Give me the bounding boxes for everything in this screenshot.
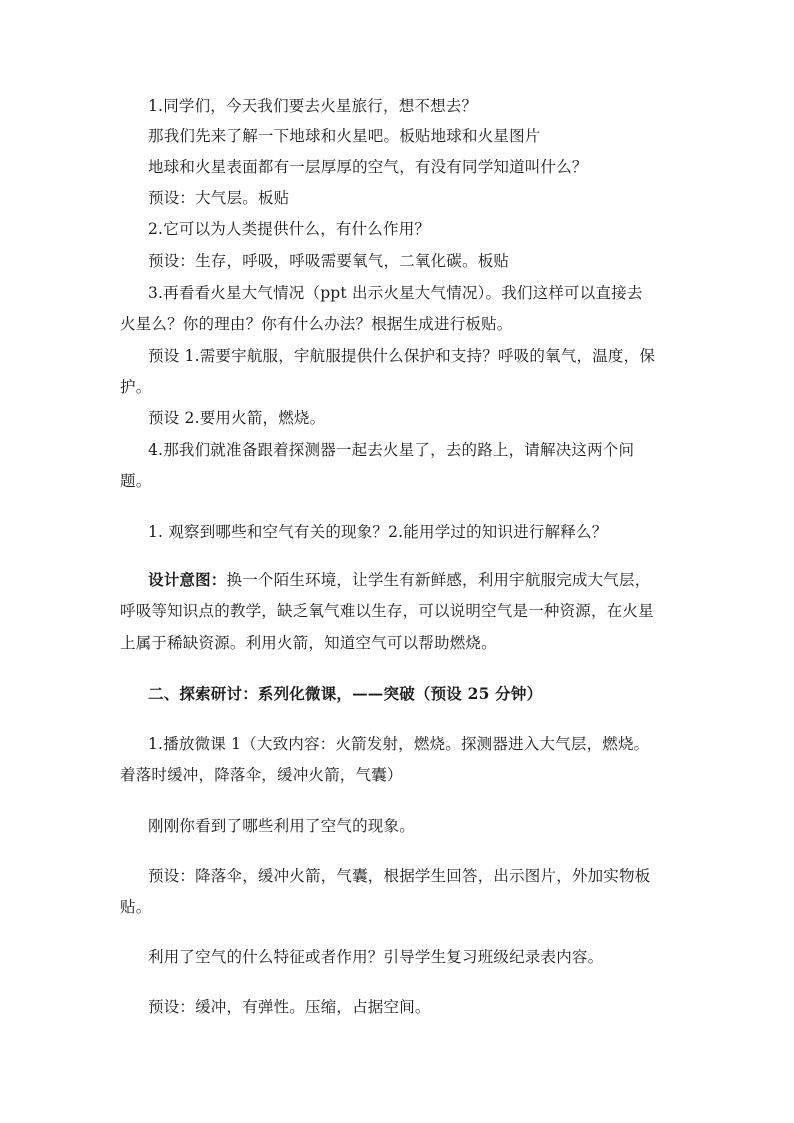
micro-lesson-1-line-2: 着落时缓冲，降落伞，缓冲火箭，气囊） [120,766,403,784]
question-4-line-2: 题。 [120,472,152,490]
observation-questions: 1. 观察到哪些和空气有关的现象？2.能用学过的知识进行解释么？ [148,523,608,541]
design-intent-label: 设计意图： [148,570,227,589]
preset-atmosphere: 预设：大气层。板贴 [148,189,290,207]
design-intent-line-3: 上属于稀缺资源。利用火箭，知道空气可以帮助燃烧。 [120,634,497,652]
preset-1-line-2: 护。 [120,378,152,396]
observed-phenomena-question: 刚刚你看到了哪些利用了空气的现象。 [148,817,415,835]
preset-2: 预设 2.要用火箭，燃烧。 [148,409,326,427]
preset-features-answer: 预设：缓冲，有弹性。压缩，占据空间。 [148,998,431,1016]
question-2: 2.它可以为人类提供什么，有什么作用？ [148,220,431,238]
preset-answers-line-1: 预设：降落伞，缓冲火箭，气囊，根据学生回答，出示图片，外加实物板 [148,867,651,885]
intro-line-2: 那我们先来了解一下地球和火星吧。板贴地球和火星图片 [148,127,541,145]
air-features-question: 利用了空气的什么特征或者作用？引导学生复习班级纪录表内容。 [148,948,604,966]
section-2-heading: 二、探索研讨：系列化微课，——突破（预设 25 分钟） [148,684,543,703]
preset-survival: 预设：生存，呼吸，呼吸需要氧气，二氧化碳。板贴 [148,252,510,270]
question-4-line-1: 4.那我们就准备跟着探测器一起去火星了，去的路上，请解决这两个问 [148,441,635,459]
preset-answers-line-2: 贴。 [120,898,152,916]
design-intent-line-1 [148,569,708,591]
intro-question-1: 1.同学们，今天我们要去火星旅行，想不想去？ [148,97,478,115]
design-intent-line-2: 呼吸等知识点的教学，缺乏氧气难以生存，可以说明空气是一种资源，在火星 [120,602,654,620]
intro-line-3: 地球和火星表面都有一层厚厚的空气，有没有同学知道叫什么？ [148,158,588,176]
question-3-line-1: 3.再看看火星大气情况（ppt 出示火星大气情况）。我们这样可以直接去 [148,284,643,302]
question-3-line-2: 火星么？你的理由？你有什么办法？根据生成进行板贴。 [120,315,513,333]
design-intent-text-1: 换一个陌生环境，让学生有新鲜感，利用宇航服完成大气层， [226,571,651,589]
micro-lesson-1-line-1: 1.播放微课 1（大致内容：火箭发射，燃烧。探测器进入大气层，燃烧。 [148,735,650,753]
preset-1-line-1: 预设 1.需要宇航服，宇航服提供什么保护和支持？呼吸的氧气，温度，保 [148,347,656,365]
